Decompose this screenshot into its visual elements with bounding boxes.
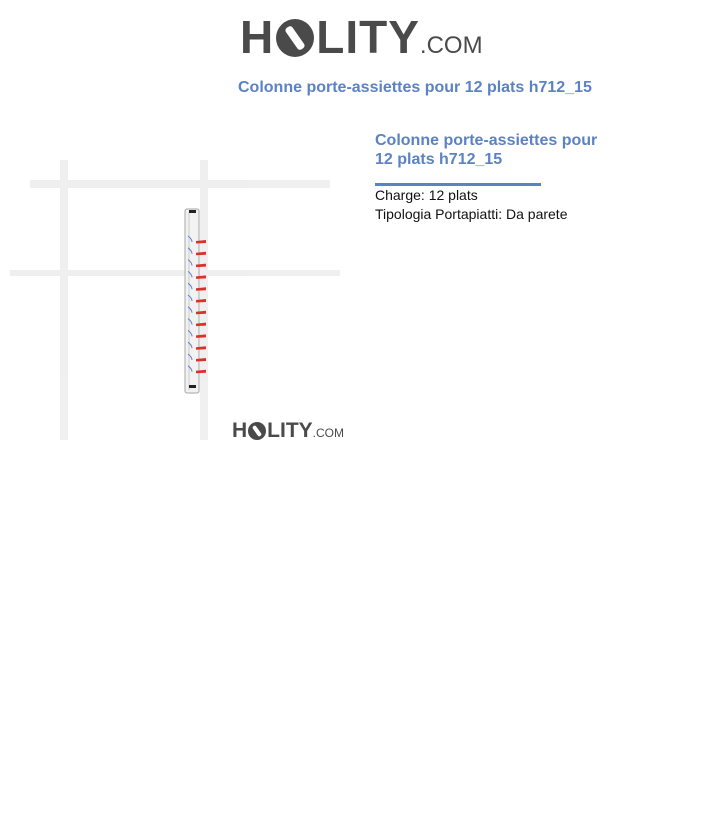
watermark-text-lity: LITY <box>267 419 313 442</box>
spec-tipologia: Tipologia Portapiatti: Da parete <box>375 206 568 222</box>
holity-logo[interactable] <box>240 10 483 64</box>
page-title: Colonne porte-assiettes pour 12 plats h712_15 <box>238 79 592 96</box>
watermark-text-h: H <box>232 419 248 442</box>
product-info <box>375 131 615 224</box>
logo-o-mark-icon <box>276 19 314 57</box>
image-watermark-logo <box>232 419 344 443</box>
spec-charge: Charge: 12 plats <box>375 187 478 203</box>
logo-domain: .COM <box>419 32 483 59</box>
watermark-o-mark-icon <box>248 422 266 440</box>
watermark-domain: .COM <box>312 426 345 440</box>
product-image <box>0 120 360 460</box>
product-title: Colonne porte-assiettes pour 12 plats h712_15 <box>375 132 598 168</box>
logo-text-h: H <box>240 11 275 63</box>
logo-text-lity: LITY <box>316 11 420 63</box>
